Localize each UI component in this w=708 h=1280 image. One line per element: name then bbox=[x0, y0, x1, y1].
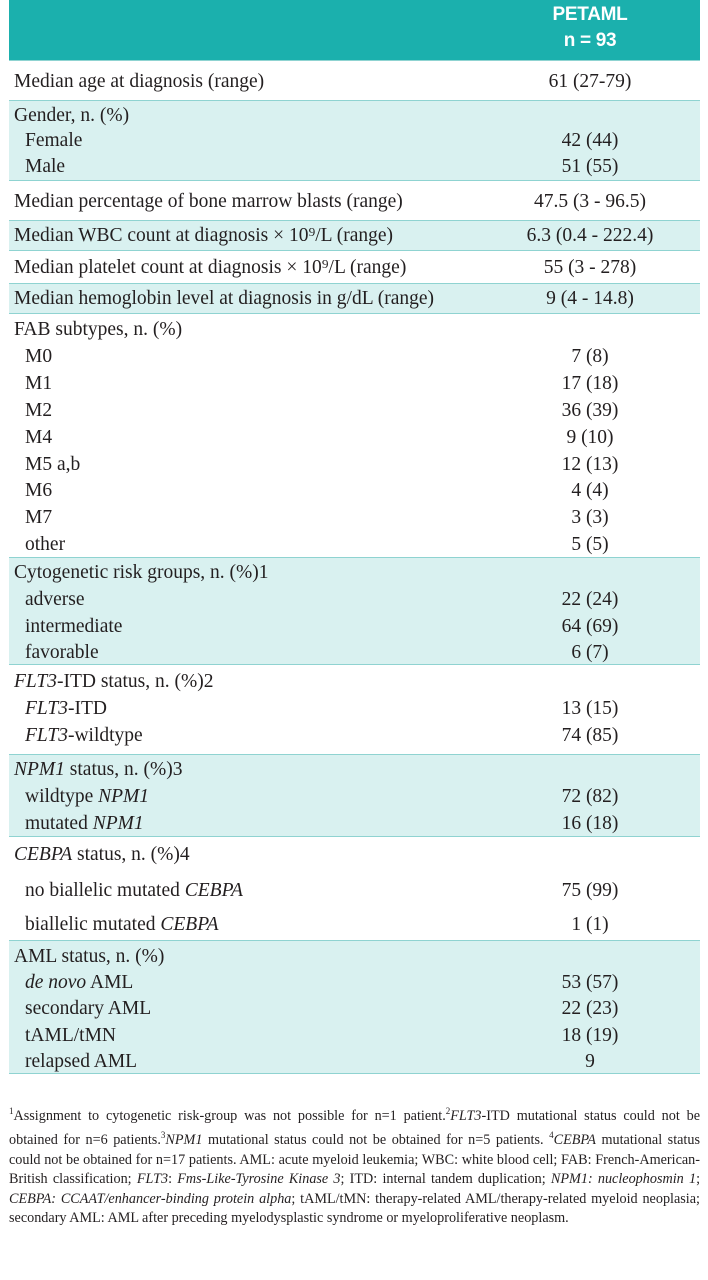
table-row bbox=[9, 1048, 700, 1075]
row-label: intermediate bbox=[25, 616, 123, 637]
row-value: 4 (4) bbox=[571, 480, 609, 501]
row-value: 18 (19) bbox=[561, 1025, 619, 1046]
row-label: biallelic mutated CEBPA bbox=[25, 914, 219, 935]
row-value: 1 (1) bbox=[571, 914, 609, 935]
row-label: de novo AML bbox=[25, 972, 134, 993]
row-label: relapsed AML bbox=[25, 1051, 138, 1072]
row-value: 17 (18) bbox=[561, 373, 619, 394]
row-value: 61 (27-79) bbox=[548, 71, 632, 92]
row-value: 51 (55) bbox=[561, 156, 619, 177]
row-label: M5 a,b bbox=[25, 454, 81, 475]
row-label: M0 bbox=[25, 346, 53, 367]
row-value: 3 (3) bbox=[571, 507, 609, 528]
table-row-group bbox=[9, 61, 700, 101]
row-value: 53 (57) bbox=[561, 972, 619, 993]
row-label: M2 bbox=[25, 400, 53, 421]
column-header-n: n = 93 bbox=[563, 30, 617, 51]
row-label: Median WBC count at diagnosis × 10⁹/L (range) bbox=[14, 225, 394, 246]
table-row bbox=[9, 424, 700, 451]
table-row bbox=[9, 153, 700, 180]
row-label: NPM1 status, n. (%)3 bbox=[14, 759, 183, 780]
row-value: 9 bbox=[585, 1051, 595, 1072]
table-row bbox=[9, 668, 700, 695]
table-row bbox=[9, 995, 700, 1022]
table-row bbox=[9, 783, 700, 810]
row-value: 42 (44) bbox=[561, 130, 619, 151]
row-label: secondary AML bbox=[25, 998, 152, 1019]
row-label: Median platelet count at diagnosis × 10⁹/L (range) bbox=[14, 257, 407, 278]
row-value: 9 (4 - 14.8) bbox=[546, 288, 634, 309]
table-row bbox=[9, 188, 700, 215]
table-row-group bbox=[9, 181, 700, 221]
table-row-group bbox=[9, 284, 700, 314]
row-value: 64 (69) bbox=[561, 616, 619, 637]
footnote-text: $^1$Assignment to cytogenetic risk-group was not possible for n=1 patient.$^2$FLT3-ITD mutational status could not be obtained for n=6 patients.$^3$NPM1 mutational status could not be obtained for n=5 patients. $^4$CEBPA mutational status could not be obtained for n=17 patients. AML: acute myeloid leukemia; WBC: white blood cell; FAB: French-American-British classification; FLT3: Fms-Like-Tyrosine Kinase 3; ITD: internal tandem duplication; NPM1: nucleophosmin 1; CEBPA: CCAAT/enhancer-binding protein alpha; tAML/tMN: therapy-related AML/therapy-related myeloid neoplasia; secondary AML: AML after preceding myelodysplastic syndrome or myeloproliferative neoplasm. bbox=[9, 1106, 701, 1227]
table-row-group bbox=[9, 251, 700, 284]
row-value: 72 (82) bbox=[561, 786, 619, 807]
table-row-group bbox=[9, 837, 700, 941]
row-label: wildtype NPM1 bbox=[25, 786, 150, 807]
row-label: M7 bbox=[25, 507, 53, 528]
row-value: 7 (8) bbox=[571, 346, 609, 367]
table-row bbox=[9, 586, 700, 613]
table-row-group bbox=[9, 941, 700, 1074]
row-value: 47.5 (3 - 96.5) bbox=[533, 191, 647, 212]
table-row bbox=[9, 969, 700, 996]
row-value: 5 (5) bbox=[571, 534, 609, 555]
row-value: 55 (3 - 278) bbox=[543, 257, 637, 278]
row-value: 6 (7) bbox=[571, 642, 609, 663]
table-row bbox=[9, 343, 700, 370]
row-label: Cytogenetic risk groups, n. (%)1 bbox=[14, 562, 269, 583]
row-label: other bbox=[25, 534, 66, 555]
patient-characteristics-table bbox=[9, 0, 700, 1074]
table-row bbox=[9, 943, 700, 970]
row-value: 22 (24) bbox=[561, 589, 619, 610]
row-label: Gender, n. (%) bbox=[14, 105, 130, 126]
table-body bbox=[9, 61, 700, 1074]
row-label: tAML/tMN bbox=[25, 1025, 117, 1046]
row-value: 22 (23) bbox=[561, 998, 619, 1019]
table-row-group bbox=[9, 558, 700, 665]
table-row bbox=[9, 254, 700, 281]
row-value: 9 (10) bbox=[566, 427, 614, 448]
table-row bbox=[9, 756, 700, 783]
row-label: FLT3-wildtype bbox=[25, 725, 143, 746]
row-label: FLT3-ITD bbox=[25, 698, 107, 719]
table-row bbox=[9, 613, 700, 640]
table-row bbox=[9, 316, 700, 343]
row-label: favorable bbox=[25, 642, 99, 663]
table-row bbox=[9, 285, 700, 312]
table-row bbox=[9, 531, 700, 558]
table-footnote bbox=[9, 1102, 700, 1228]
row-label: adverse bbox=[25, 589, 85, 610]
row-value: 16 (18) bbox=[561, 813, 619, 834]
table-row bbox=[9, 451, 700, 478]
row-value: 12 (13) bbox=[561, 454, 619, 475]
table-row bbox=[9, 397, 700, 424]
table-row bbox=[9, 722, 700, 749]
table-row bbox=[9, 810, 700, 837]
row-label: Male bbox=[25, 156, 66, 177]
row-value: 6.3 (0.4 - 222.4) bbox=[526, 225, 654, 246]
table-row bbox=[9, 695, 700, 722]
row-label: mutated NPM1 bbox=[25, 813, 144, 834]
table-row-group bbox=[9, 101, 700, 181]
row-label: Median age at diagnosis (range) bbox=[14, 71, 265, 92]
row-value: 74 (85) bbox=[561, 725, 619, 746]
table-row bbox=[9, 1022, 700, 1049]
row-label: AML status, n. (%) bbox=[14, 946, 165, 967]
table-row bbox=[9, 370, 700, 397]
table-row bbox=[9, 639, 700, 666]
row-label: M4 bbox=[25, 427, 53, 448]
row-label: Median percentage of bone marrow blasts (range) bbox=[14, 191, 403, 212]
row-label: M6 bbox=[25, 480, 53, 501]
row-value: 36 (39) bbox=[561, 400, 619, 421]
table-row-group bbox=[9, 221, 700, 251]
table-row bbox=[9, 477, 700, 504]
row-label: Median hemoglobin level at diagnosis in g/dL (range) bbox=[14, 288, 435, 309]
row-label: FLT3-ITD status, n. (%)2 bbox=[14, 671, 214, 692]
table-row bbox=[9, 911, 700, 938]
table-row bbox=[9, 504, 700, 531]
row-label: M1 bbox=[25, 373, 53, 394]
table-row-group bbox=[9, 314, 700, 558]
row-label: no biallelic mutated CEBPA bbox=[25, 880, 243, 901]
table-row bbox=[9, 68, 700, 95]
row-label: Female bbox=[25, 130, 83, 151]
table-row bbox=[9, 127, 700, 154]
row-value: 75 (99) bbox=[561, 880, 619, 901]
table-row bbox=[9, 222, 700, 249]
row-label: FAB subtypes, n. (%) bbox=[14, 319, 183, 340]
row-label: CEBPA status, n. (%)4 bbox=[14, 844, 190, 865]
table-row bbox=[9, 559, 700, 586]
row-value: 13 (15) bbox=[561, 698, 619, 719]
table-row-group bbox=[9, 665, 700, 755]
table-row bbox=[9, 877, 700, 904]
table-row bbox=[9, 841, 700, 868]
column-header-cohort: PETAML bbox=[552, 4, 628, 25]
table-row-group bbox=[9, 755, 700, 837]
table-row bbox=[9, 102, 700, 129]
table-header bbox=[9, 0, 700, 61]
